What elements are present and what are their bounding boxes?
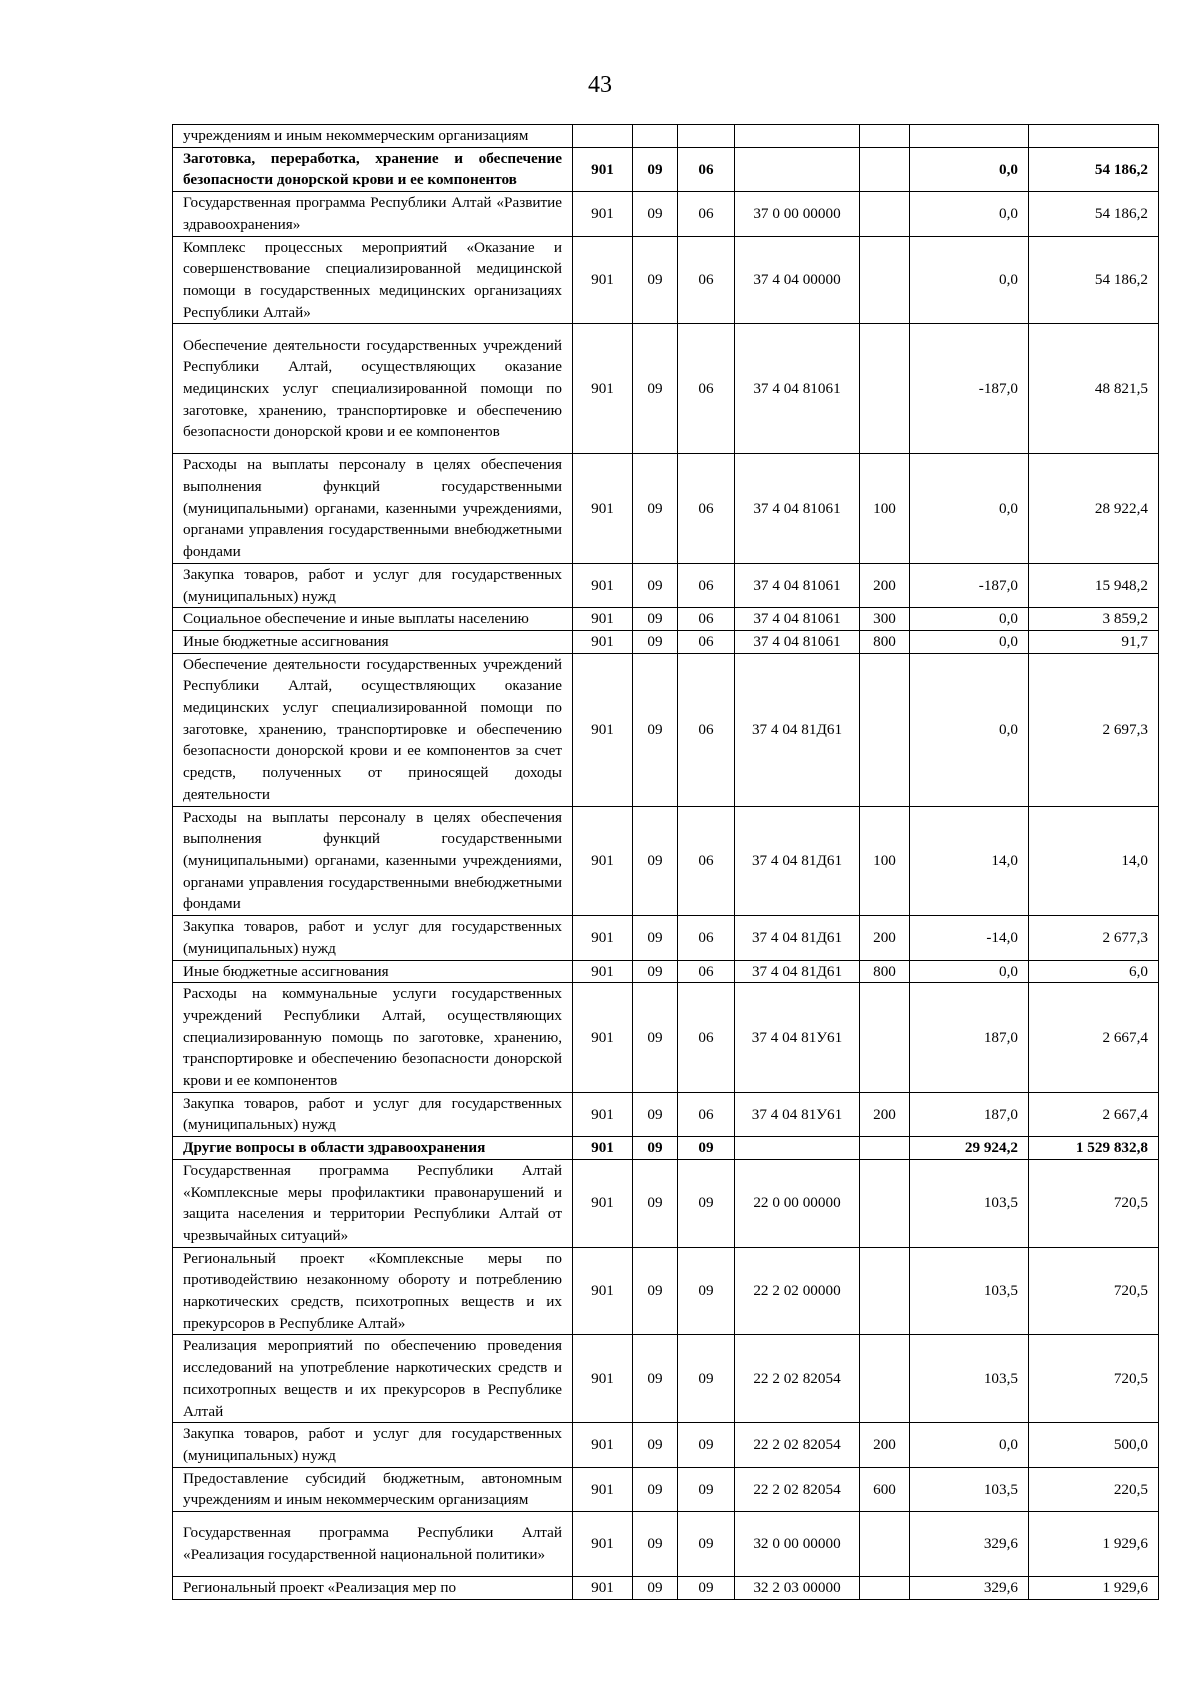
amount-total-cell: 14,0 — [1029, 806, 1159, 916]
row-name-cell: учреждениям и иным некоммерческим организациям — [173, 125, 573, 148]
amount-total-cell: 720,5 — [1029, 1247, 1159, 1335]
table-row — [173, 1467, 1159, 1511]
amount-change-cell: 187,0 — [910, 983, 1029, 1093]
subsection-code-cell: 09 — [678, 1159, 735, 1247]
target-article-cell: 37 4 04 81У61 — [735, 1092, 860, 1136]
section-code-cell: 09 — [633, 1423, 678, 1467]
amount-change-cell: 0,0 — [910, 192, 1029, 236]
subsection-code-cell: 06 — [678, 236, 735, 324]
table-row — [173, 147, 1159, 191]
amount-total-cell: 3 859,2 — [1029, 608, 1159, 631]
table-row — [173, 1247, 1159, 1335]
amount-total-cell: 2 677,3 — [1029, 916, 1159, 960]
subsection-code-cell: 06 — [678, 563, 735, 607]
section-code-cell: 09 — [633, 454, 678, 564]
table-row — [173, 1512, 1159, 1577]
expense-type-cell — [860, 1512, 910, 1577]
row-name-cell: Комплекс процессных мероприятий «Оказание и совершенствование специализированной медицинской помощи в государственных медицинских организациях Республики Алтай» — [173, 236, 573, 324]
target-article-cell: 37 4 04 81Д61 — [735, 916, 860, 960]
ved-code-cell: 901 — [573, 1512, 633, 1577]
amount-change-cell: 103,5 — [910, 1335, 1029, 1423]
amount-change-cell: 103,5 — [910, 1247, 1029, 1335]
row-name-cell: Расходы на выплаты персоналу в целях обеспечения выполнения функций государственными (муниципальными) органами, казенными учреждениями, органами управления государственными внебюджетными фондами — [173, 454, 573, 564]
table-row — [173, 653, 1159, 806]
target-article-cell: 22 2 02 82054 — [735, 1335, 860, 1423]
target-article-cell: 37 4 04 81061 — [735, 608, 860, 631]
row-name-cell: Региональный проект «Реализация мер по — [173, 1577, 573, 1600]
amount-total-cell: 1 529 832,8 — [1029, 1137, 1159, 1160]
table-row — [173, 563, 1159, 607]
table-row — [173, 630, 1159, 653]
expense-type-cell — [860, 1247, 910, 1335]
row-name-cell: Закупка товаров, работ и услуг для государственных (муниципальных) нужд — [173, 916, 573, 960]
amount-total-cell: 720,5 — [1029, 1159, 1159, 1247]
table-row — [173, 1137, 1159, 1160]
section-code-cell: 09 — [633, 192, 678, 236]
amount-total-cell — [1029, 125, 1159, 148]
section-code-cell: 09 — [633, 653, 678, 806]
ved-code-cell: 901 — [573, 192, 633, 236]
amount-change-cell: 0,0 — [910, 630, 1029, 653]
amount-change-cell: -187,0 — [910, 324, 1029, 454]
ved-code-cell: 901 — [573, 608, 633, 631]
section-code-cell: 09 — [633, 1159, 678, 1247]
row-name-cell: Расходы на коммунальные услуги государственных учреждений Республики Алтай, осуществляющих специализированную помощь по заготовке, хранению, транспортировке и обеспечению безопасности донорской крови и ее компонентов — [173, 983, 573, 1093]
target-article-cell — [735, 147, 860, 191]
expense-type-cell — [860, 125, 910, 148]
table-row — [173, 454, 1159, 564]
amount-total-cell: 2 697,3 — [1029, 653, 1159, 806]
target-article-cell: 37 4 04 81061 — [735, 324, 860, 454]
section-code-cell: 09 — [633, 1577, 678, 1600]
section-code-cell — [633, 125, 678, 148]
table-row — [173, 806, 1159, 916]
expense-type-cell — [860, 1577, 910, 1600]
row-name-cell: Закупка товаров, работ и услуг для государственных (муниципальных) нужд — [173, 563, 573, 607]
row-name-cell: Социальное обеспечение и иные выплаты населению — [173, 608, 573, 631]
section-code-cell: 09 — [633, 147, 678, 191]
ved-code-cell: 901 — [573, 236, 633, 324]
amount-total-cell: 2 667,4 — [1029, 983, 1159, 1093]
expense-type-cell — [860, 1159, 910, 1247]
subsection-code-cell: 06 — [678, 653, 735, 806]
section-code-cell: 09 — [633, 236, 678, 324]
subsection-code-cell: 09 — [678, 1247, 735, 1335]
table-row — [173, 192, 1159, 236]
subsection-code-cell: 09 — [678, 1423, 735, 1467]
target-article-cell: 22 0 00 00000 — [735, 1159, 860, 1247]
target-article-cell: 37 4 04 81Д61 — [735, 653, 860, 806]
section-code-cell: 09 — [633, 916, 678, 960]
ved-code-cell: 901 — [573, 1247, 633, 1335]
amount-change-cell: 0,0 — [910, 608, 1029, 631]
amount-total-cell: 91,7 — [1029, 630, 1159, 653]
table-body — [173, 125, 1159, 1600]
section-code-cell: 09 — [633, 608, 678, 631]
target-article-cell: 37 4 04 81061 — [735, 563, 860, 607]
expense-type-cell — [860, 236, 910, 324]
page-number: 43 — [588, 72, 612, 98]
row-name-cell: Обеспечение деятельности государственных учреждений Республики Алтай, осуществляющих оказание медицинских услуг специализированной помощи по заготовке, хранению, транспортировке и обеспечению безопасности донорской крови и ее компонентов — [173, 324, 573, 454]
ved-code-cell: 901 — [573, 630, 633, 653]
expense-type-cell — [860, 1137, 910, 1160]
table-row — [173, 324, 1159, 454]
amount-total-cell: 54 186,2 — [1029, 192, 1159, 236]
subsection-code-cell: 09 — [678, 1467, 735, 1511]
section-code-cell: 09 — [633, 630, 678, 653]
subsection-code-cell: 06 — [678, 324, 735, 454]
target-article-cell: 37 4 04 81Д61 — [735, 960, 860, 983]
target-article-cell: 37 4 04 81У61 — [735, 983, 860, 1093]
subsection-code-cell: 06 — [678, 147, 735, 191]
expense-type-cell — [860, 1335, 910, 1423]
amount-total-cell: 720,5 — [1029, 1335, 1159, 1423]
subsection-code-cell: 06 — [678, 1092, 735, 1136]
row-name-cell: Обеспечение деятельности государственных учреждений Республики Алтай, осуществляющих оказание медицинских услуг специализированной помощи по заготовке, хранению, транспортировке и обеспечению безопасности донорской крови и ее компонентов за счет средств, полученных от приносящей доходы деятельности — [173, 653, 573, 806]
subsection-code-cell: 06 — [678, 192, 735, 236]
amount-change-cell: 103,5 — [910, 1159, 1029, 1247]
section-code-cell: 09 — [633, 1512, 678, 1577]
amount-change-cell: 29 924,2 — [910, 1137, 1029, 1160]
amount-total-cell: 48 821,5 — [1029, 324, 1159, 454]
row-name-cell: Расходы на выплаты персоналу в целях обеспечения выполнения функций государственными (муниципальными) органами, казенными учреждениями, органами управления государственными внебюджетными фондами — [173, 806, 573, 916]
subsection-code-cell: 09 — [678, 1577, 735, 1600]
amount-total-cell: 54 186,2 — [1029, 147, 1159, 191]
expense-type-cell — [860, 324, 910, 454]
table-row — [173, 1092, 1159, 1136]
target-article-cell — [735, 125, 860, 148]
subsection-code-cell: 09 — [678, 1512, 735, 1577]
row-name-cell: Иные бюджетные ассигнования — [173, 960, 573, 983]
amount-total-cell: 1 929,6 — [1029, 1577, 1159, 1600]
amount-change-cell: 329,6 — [910, 1577, 1029, 1600]
table-row — [173, 916, 1159, 960]
amount-total-cell: 1 929,6 — [1029, 1512, 1159, 1577]
row-name-cell: Предоставление субсидий бюджетным, автономным учреждениям и иным некоммерческим организациям — [173, 1467, 573, 1511]
subsection-code-cell — [678, 125, 735, 148]
table-row — [173, 983, 1159, 1093]
amount-change-cell: 0,0 — [910, 960, 1029, 983]
section-code-cell: 09 — [633, 983, 678, 1093]
amount-change-cell — [910, 125, 1029, 148]
row-name-cell: Закупка товаров, работ и услуг для государственных (муниципальных) нужд — [173, 1423, 573, 1467]
expense-type-cell — [860, 983, 910, 1093]
amount-total-cell: 54 186,2 — [1029, 236, 1159, 324]
amount-total-cell: 500,0 — [1029, 1423, 1159, 1467]
section-code-cell: 09 — [633, 806, 678, 916]
amount-change-cell: 329,6 — [910, 1512, 1029, 1577]
amount-change-cell: -14,0 — [910, 916, 1029, 960]
expense-type-cell: 200 — [860, 1092, 910, 1136]
ved-code-cell: 901 — [573, 563, 633, 607]
subsection-code-cell: 09 — [678, 1137, 735, 1160]
expense-type-cell: 100 — [860, 806, 910, 916]
section-code-cell: 09 — [633, 1335, 678, 1423]
section-code-cell: 09 — [633, 1137, 678, 1160]
subsection-code-cell: 06 — [678, 806, 735, 916]
ved-code-cell: 901 — [573, 806, 633, 916]
table-row — [173, 608, 1159, 631]
target-article-cell: 37 0 00 00000 — [735, 192, 860, 236]
amount-change-cell: 14,0 — [910, 806, 1029, 916]
ved-code-cell: 901 — [573, 1577, 633, 1600]
amount-change-cell: 103,5 — [910, 1467, 1029, 1511]
target-article-cell: 22 2 02 82054 — [735, 1423, 860, 1467]
expense-type-cell: 200 — [860, 563, 910, 607]
target-article-cell: 37 4 04 81Д61 — [735, 806, 860, 916]
expense-type-cell: 600 — [860, 1467, 910, 1511]
amount-total-cell: 28 922,4 — [1029, 454, 1159, 564]
subsection-code-cell: 06 — [678, 983, 735, 1093]
target-article-cell: 32 0 00 00000 — [735, 1512, 860, 1577]
table-row — [173, 1577, 1159, 1600]
section-code-cell: 09 — [633, 324, 678, 454]
row-name-cell: Другие вопросы в области здравоохранения — [173, 1137, 573, 1160]
row-name-cell: Государственная программа Республики Алтай «Развитие здравоохранения» — [173, 192, 573, 236]
expense-type-cell: 300 — [860, 608, 910, 631]
subsection-code-cell: 06 — [678, 916, 735, 960]
target-article-cell: 22 2 02 00000 — [735, 1247, 860, 1335]
row-name-cell: Заготовка, переработка, хранение и обеспечение безопасности донорской крови и ее компонентов — [173, 147, 573, 191]
ved-code-cell: 901 — [573, 1467, 633, 1511]
amount-change-cell: 0,0 — [910, 653, 1029, 806]
ved-code-cell: 901 — [573, 324, 633, 454]
section-code-cell: 09 — [633, 1092, 678, 1136]
expense-type-cell: 200 — [860, 916, 910, 960]
table-row — [173, 960, 1159, 983]
row-name-cell: Реализация мероприятий по обеспечению проведения исследований на употребление наркотических средств и психотропных веществ и их прекурсоров в Республике Алтай — [173, 1335, 573, 1423]
amount-change-cell: -187,0 — [910, 563, 1029, 607]
table-row — [173, 1423, 1159, 1467]
ved-code-cell: 901 — [573, 147, 633, 191]
ved-code-cell — [573, 125, 633, 148]
ved-code-cell: 901 — [573, 960, 633, 983]
expense-type-cell — [860, 653, 910, 806]
row-name-cell: Государственная программа Республики Алтай «Комплексные меры профилактики правонарушений и защита населения и территории Республики Алтай от чрезвычайных ситуаций» — [173, 1159, 573, 1247]
expense-type-cell: 200 — [860, 1423, 910, 1467]
table-row — [173, 1335, 1159, 1423]
expense-type-cell: 800 — [860, 960, 910, 983]
expense-type-cell: 100 — [860, 454, 910, 564]
row-name-cell: Закупка товаров, работ и услуг для государственных (муниципальных) нужд — [173, 1092, 573, 1136]
expense-type-cell — [860, 192, 910, 236]
amount-change-cell: 0,0 — [910, 1423, 1029, 1467]
amount-total-cell: 6,0 — [1029, 960, 1159, 983]
ved-code-cell: 901 — [573, 916, 633, 960]
section-code-cell: 09 — [633, 563, 678, 607]
section-code-cell: 09 — [633, 960, 678, 983]
budget-table — [172, 124, 1159, 1600]
subsection-code-cell: 06 — [678, 454, 735, 564]
ved-code-cell: 901 — [573, 454, 633, 564]
section-code-cell: 09 — [633, 1247, 678, 1335]
subsection-code-cell: 06 — [678, 960, 735, 983]
ved-code-cell: 901 — [573, 983, 633, 1093]
target-article-cell: 32 2 03 00000 — [735, 1577, 860, 1600]
amount-change-cell: 0,0 — [910, 147, 1029, 191]
amount-change-cell: 0,0 — [910, 236, 1029, 324]
target-article-cell: 37 4 04 00000 — [735, 236, 860, 324]
row-name-cell: Региональный проект «Комплексные меры по противодействию незаконному обороту и потреблению наркотических средств, психотропных веществ и их прекурсоров в Республике Алтай» — [173, 1247, 573, 1335]
subsection-code-cell: 06 — [678, 608, 735, 631]
section-code-cell: 09 — [633, 1467, 678, 1511]
amount-change-cell: 0,0 — [910, 454, 1029, 564]
target-article-cell — [735, 1137, 860, 1160]
row-name-cell: Иные бюджетные ассигнования — [173, 630, 573, 653]
ved-code-cell: 901 — [573, 1335, 633, 1423]
amount-change-cell: 187,0 — [910, 1092, 1029, 1136]
target-article-cell: 37 4 04 81061 — [735, 454, 860, 564]
table-row — [173, 125, 1159, 148]
ved-code-cell: 901 — [573, 1423, 633, 1467]
ved-code-cell: 901 — [573, 1137, 633, 1160]
table-row — [173, 1159, 1159, 1247]
row-name-cell: Государственная программа Республики Алтай «Реализация государственной национальной политики» — [173, 1512, 573, 1577]
ved-code-cell: 901 — [573, 1092, 633, 1136]
ved-code-cell: 901 — [573, 1159, 633, 1247]
subsection-code-cell: 06 — [678, 630, 735, 653]
expense-type-cell: 800 — [860, 630, 910, 653]
amount-total-cell: 2 667,4 — [1029, 1092, 1159, 1136]
table-row — [173, 236, 1159, 324]
target-article-cell: 37 4 04 81061 — [735, 630, 860, 653]
subsection-code-cell: 09 — [678, 1335, 735, 1423]
amount-total-cell: 220,5 — [1029, 1467, 1159, 1511]
amount-total-cell: 15 948,2 — [1029, 563, 1159, 607]
ved-code-cell: 901 — [573, 653, 633, 806]
target-article-cell: 22 2 02 82054 — [735, 1467, 860, 1511]
expense-type-cell — [860, 147, 910, 191]
